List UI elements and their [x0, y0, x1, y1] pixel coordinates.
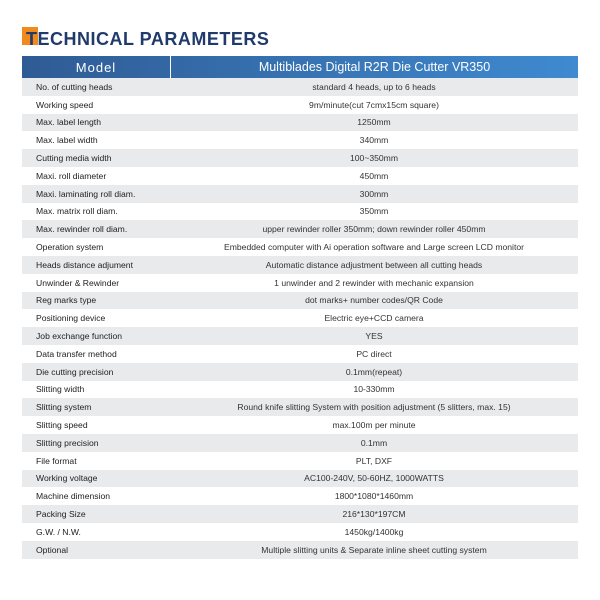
- parameter-label: Data transfer method: [36, 348, 117, 359]
- parameters-table: [22, 56, 578, 559]
- parameter-label: Packing Size: [36, 509, 86, 520]
- parameter-value: 216*130*197CM: [342, 509, 406, 520]
- parameter-value: Multiple slitting units & Separate inline sheet cutting system: [261, 544, 487, 555]
- parameter-label: Max. label length: [36, 117, 101, 128]
- header-model-name: Multiblades Digital R2R Die Cutter VR350: [258, 60, 491, 74]
- parameter-label: Maxi. roll diameter: [36, 170, 107, 181]
- parameter-value: 100~350mm: [349, 153, 398, 164]
- parameter-value: 1450kg/1400kg: [344, 526, 404, 537]
- parameter-value: Electric eye+CCD camera: [324, 313, 424, 324]
- table-row: [22, 452, 578, 470]
- parameter-label: Unwinder & Rewinder: [36, 277, 120, 288]
- heading-title: TECHNICAL PARAMETERS: [26, 28, 270, 49]
- table-row: [22, 274, 578, 292]
- table-row: [22, 505, 578, 523]
- table-row: [22, 167, 578, 185]
- parameter-label: File format: [36, 455, 77, 466]
- table-row: [22, 523, 578, 541]
- parameter-label: Reg marks type: [36, 295, 97, 306]
- parameter-label: Max. rewinder roll diam.: [36, 224, 128, 235]
- table-row: [22, 470, 578, 488]
- parameter-value: 340mm: [359, 135, 389, 146]
- parameter-label: Maxi. laminating roll diam.: [36, 188, 136, 199]
- table-row: [22, 327, 578, 345]
- table-row: [22, 78, 578, 96]
- parameter-label: Slitting width: [36, 384, 85, 395]
- parameter-value: 0.1mm: [360, 437, 388, 448]
- parameter-value: 1250mm: [357, 117, 391, 128]
- parameter-value: upper rewinder roller 350mm; down rewinder roller 450mm: [262, 224, 486, 235]
- parameter-label: Slitting speed: [36, 420, 88, 431]
- parameter-value: 450mm: [359, 170, 389, 181]
- parameter-label: Working speed: [36, 99, 94, 110]
- parameter-label: Positioning device: [36, 313, 106, 324]
- parameter-label: Max. matrix roll diam.: [36, 206, 118, 217]
- parameter-label: Cutting media width: [36, 153, 112, 164]
- parameter-label: No. of cutting heads: [36, 81, 113, 92]
- parameter-value: Round knife slitting System with position adjustment (5 slitters, max. 15): [237, 402, 511, 413]
- table-row: [22, 131, 578, 149]
- parameter-label: G.W. / N.W.: [36, 526, 81, 537]
- parameter-value: Automatic distance adjustment between all cutting heads: [265, 259, 483, 270]
- table-row: [22, 292, 578, 310]
- parameter-value: YES: [365, 331, 383, 342]
- parameter-value: 0.1mm(repeat): [345, 366, 403, 377]
- header-model-label: Model: [22, 56, 171, 78]
- parameter-label: Working voltage: [36, 473, 98, 484]
- parameter-value: AC100-240V, 50-60HZ, 1000WATTS: [304, 473, 444, 484]
- parameter-label: Slitting precision: [36, 437, 99, 448]
- table-row: [22, 238, 578, 256]
- parameter-label: Die cutting precision: [36, 366, 114, 377]
- table-row: [22, 398, 578, 416]
- parameter-value: PC direct: [356, 348, 392, 359]
- parameter-label: Job exchange function: [36, 331, 123, 342]
- table-row: [22, 149, 578, 167]
- table-row: [22, 345, 578, 363]
- parameter-value: 350mm: [359, 206, 389, 217]
- parameter-label: Max. label width: [36, 135, 98, 146]
- table-row: [22, 256, 578, 274]
- parameter-value: 300mm: [359, 188, 389, 199]
- parameter-value: 10-330mm: [353, 384, 395, 395]
- table-row: [22, 541, 578, 559]
- parameter-value: PLT, DXF: [355, 455, 393, 466]
- parameter-value: 1800*1080*1460mm: [334, 491, 414, 502]
- table-row: [22, 185, 578, 203]
- parameter-value: dot marks+ number codes/QR Code: [305, 295, 443, 306]
- parameter-value: 1 unwinder and 2 rewinder with mechanic expansion: [274, 277, 474, 288]
- parameter-label: Slitting system: [36, 402, 92, 413]
- parameter-label: Heads distance adjument: [36, 259, 133, 270]
- table-row: [22, 487, 578, 505]
- table-row: [22, 220, 578, 238]
- parameter-value: standard 4 heads, up to 6 heads: [312, 81, 436, 92]
- table-row: [22, 114, 578, 132]
- table-row: [22, 309, 578, 327]
- parameter-value: max.100m per minute: [332, 420, 416, 431]
- parameter-label: Operation system: [36, 242, 104, 253]
- table-row: [22, 416, 578, 434]
- parameter-value: 9m/minute(cut 7cmx15cm square): [309, 99, 439, 110]
- table-row: [22, 96, 578, 114]
- table-row: [22, 363, 578, 381]
- table-body: [22, 78, 578, 559]
- table-row: [22, 381, 578, 399]
- section-heading: [22, 26, 269, 52]
- parameter-label: Machine dimension: [36, 491, 111, 502]
- table-row: [22, 203, 578, 221]
- table-header: [22, 56, 578, 78]
- table-row: [22, 434, 578, 452]
- parameter-value: Embedded computer with Ai operation software and Large screen LCD monitor: [224, 242, 524, 253]
- parameter-label: Optional: [36, 544, 69, 555]
